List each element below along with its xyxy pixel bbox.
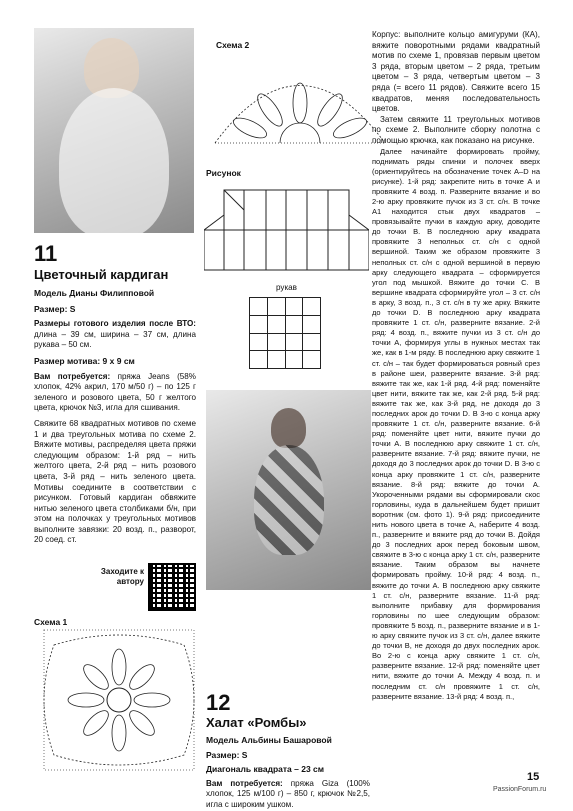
scheme-1-label: Схема 1 — [34, 617, 68, 627]
figure-label: Рисунок — [206, 168, 241, 178]
item-12-need-label: Вам потребуется: — [206, 778, 283, 788]
item-11-motif-size: Размер мотива: 9 х 9 см — [34, 355, 135, 366]
item-12-need-text: пряжа Giza (100% хлопок, 125 м/100 г) – 850 г, крючок №2,5, игла с широким ушком. — [206, 778, 370, 809]
robe-photo — [206, 390, 371, 590]
sleeve-label: рукав — [276, 283, 297, 292]
main-instructions: Далее начинайте формировать пройму, поднимать ряды спинки и полочек вверх (ориентируйтесь на обозначение точек A–D на рисунке). 1-й ряд: закрепите нить в точке А и провяжите 4 возд. п. Разверните вязание и во 2-ю арку провяжите пучок из 3 ст. с/н. В точке A1 находится стык двух квадратов – провязывайте пучки в каждую арку, доводите до точки B. В последнюю арку квадрата провяжите 3 неполных ст. с/н с одной вершиной. Таким же образом провяжите 3 неполных ст. с/н с одной вершиной в первую арку следующего квадрата – сформируется угол под мышкой. Вяжите до точки С. В вершине квадрата сформируйте угол – 3 ст. с/н в арку, 3 возд. п., 3 ст. с/н в ту же арку. Вяжите до точки D. В последнюю арку квадрата провяжите 1 ст. с/н, разверните вязание. 2-й ряд: 4 возд. п., вяжите пучки из 3 ст. с/н до точки А, формируя углы в нужных местах так же, как в 1-м ряду. В последнюю арку свяжите 1 ст. с/н – так будет формироваться ровный срез в районе шеи, разверните вязание. 3-й ряд: вяжите так же, как 1-й ряд. 4-й ряд: поменяйте цвет нити, вяжите так же, как 2-й ряд. 5-й ряд: вяжите так же, как 3-й ряд, не доходя до 3 последних арок до точки D. В 3-ю с конца арку провяжите 1 ст. с/н, разверните вязание. 6-й ряд: поменяйте цвет нити, вяжите пучки до точки А. В последнюю арку свяжите 1 ст. с/н, разверните вязание. 7-й ряд: вяжите пучки, не доходя до 3 последних арок до точки D. В 3-ю с конца арку провяжите 1 ст. с/н, разверните вязание. 8-й ряд: вяжите до точки А. Укороченными рядами вы сформировали скос горловины, куда в дальнейшем будет пришит воротник (см. фото 1). 9-й ряд: присоедините нить нового цвета в точке А, наберите 4 возд. п., разверните и вяжите ряд до точки В. Дойдя до 3 последних арок перед боковым швом, свяжите в 3-ю с конца арку 1 ст. с/н, разверните вязание. Таким образом вы начнете формировать пройму. 10-й ряд: 4 возд. п., вяжите до точки А. В последнюю арку свяжите 1 ст. с/н, разверните вязание. 11-й ряд: выполните прибавку для формирования горловины по шее следующим образом: провяжите 5 возд. п., разверните вязание и в 1-ю арку свяжите пучок из 3 ст. с/н, далее вяжите до точки В, не доходя до двух последних арок. Во 2-ю с конца арку свяжите 1 ст. с/н, разверните вязание. 12-й ряд: поменяйте цвет нити, вяжите до точки А. Между 4 возд. п. и последним ст. с/н провяжите 1 ст. с/н, разверните вязание. 13-й ряд: 4 возд. п., — [372, 146, 540, 701]
page-number: 15 — [527, 771, 540, 783]
assembly-diagram — [204, 180, 369, 275]
item-11-size: Размер: S — [34, 303, 76, 314]
qr-code[interactable] — [148, 563, 196, 611]
scheme-2-label: Схема 2 — [216, 40, 250, 50]
korpus-text: Корпус: выполните кольцо амигуруми (КА), вяжите поворотными рядами квадратный мотив по схеме 1, провязав первым цветом 3 ряда, вторым цветом – 2 ряда, третьим цветом – 3 ряда, четвертым цветом – 3 ряда (= всего 11 рядов). Свяжите всего 15 квадратов, меняя последовательность цветов. — [372, 30, 540, 114]
item-12-size: Размер: S — [206, 749, 248, 760]
author-link[interactable]: Заходите к автору — [100, 567, 144, 586]
item-12-title: Халат «Ромбы» — [206, 715, 307, 730]
item-11-model: Модель Дианы Филипповой — [34, 288, 155, 298]
item-12-info — [206, 735, 370, 811]
item-11-title: Цветочный кардиган — [34, 267, 169, 282]
item-11-body-text: Свяжите 68 квадратных мотивов по схеме 1 и два треугольных мотива по схеме 2. Вяжите мотивы, распределяя цвета пряжи следующим образом: 1-й ряд – нить желтого цвета, 2-й ряд – нить розового цвета, 3-й ряд – нить зеленого цвета. Мотивы соедините в соответствии с рисунком. Готовый кардиган обвяжите нитью зеленого цвета столбиками б/н, при этом на полочках у треугольных мотивов выполните завязки: 20 возд. п., разворот, 20 соед. ст. — [34, 418, 196, 545]
item-12-model: Модель Альбины Башаровой — [206, 735, 332, 745]
item-11-dims-label: Размеры готового изделия после ВТО: — [34, 319, 196, 329]
item-11-dims-text: длина – 39 см, ширина – 37 см, длина рукава – 50 см. — [34, 329, 196, 350]
item-12-diag: Диагональ квадрата – 23 см — [206, 764, 325, 775]
item-11-info — [34, 288, 196, 546]
item-11-need-text: пряжа Jeans (58% хлопок, 42% акрил, 170 м/50 г) – по 125 г зеленого и розового цвета, 50 г желтого цвета, крючок №3, игла для сшивания. — [34, 371, 196, 413]
scheme-2-diagram — [205, 48, 395, 158]
watermark: PassionForum.ru — [493, 786, 547, 793]
item-12-number: 12 — [206, 690, 231, 715]
right-column — [372, 30, 540, 702]
item-11-number: 11 — [34, 241, 58, 266]
sleeve-grid — [249, 297, 321, 369]
cardigan-photo — [34, 28, 194, 233]
triangle-text: Затем свяжите 11 треугольных мотивов по схеме 2. Выполните сборку полотна с помощью крючка, как показано на рисунке. — [372, 114, 540, 145]
item-11-need-label: Вам потребуется: — [34, 371, 111, 381]
scheme-1-diagram — [34, 625, 204, 775]
